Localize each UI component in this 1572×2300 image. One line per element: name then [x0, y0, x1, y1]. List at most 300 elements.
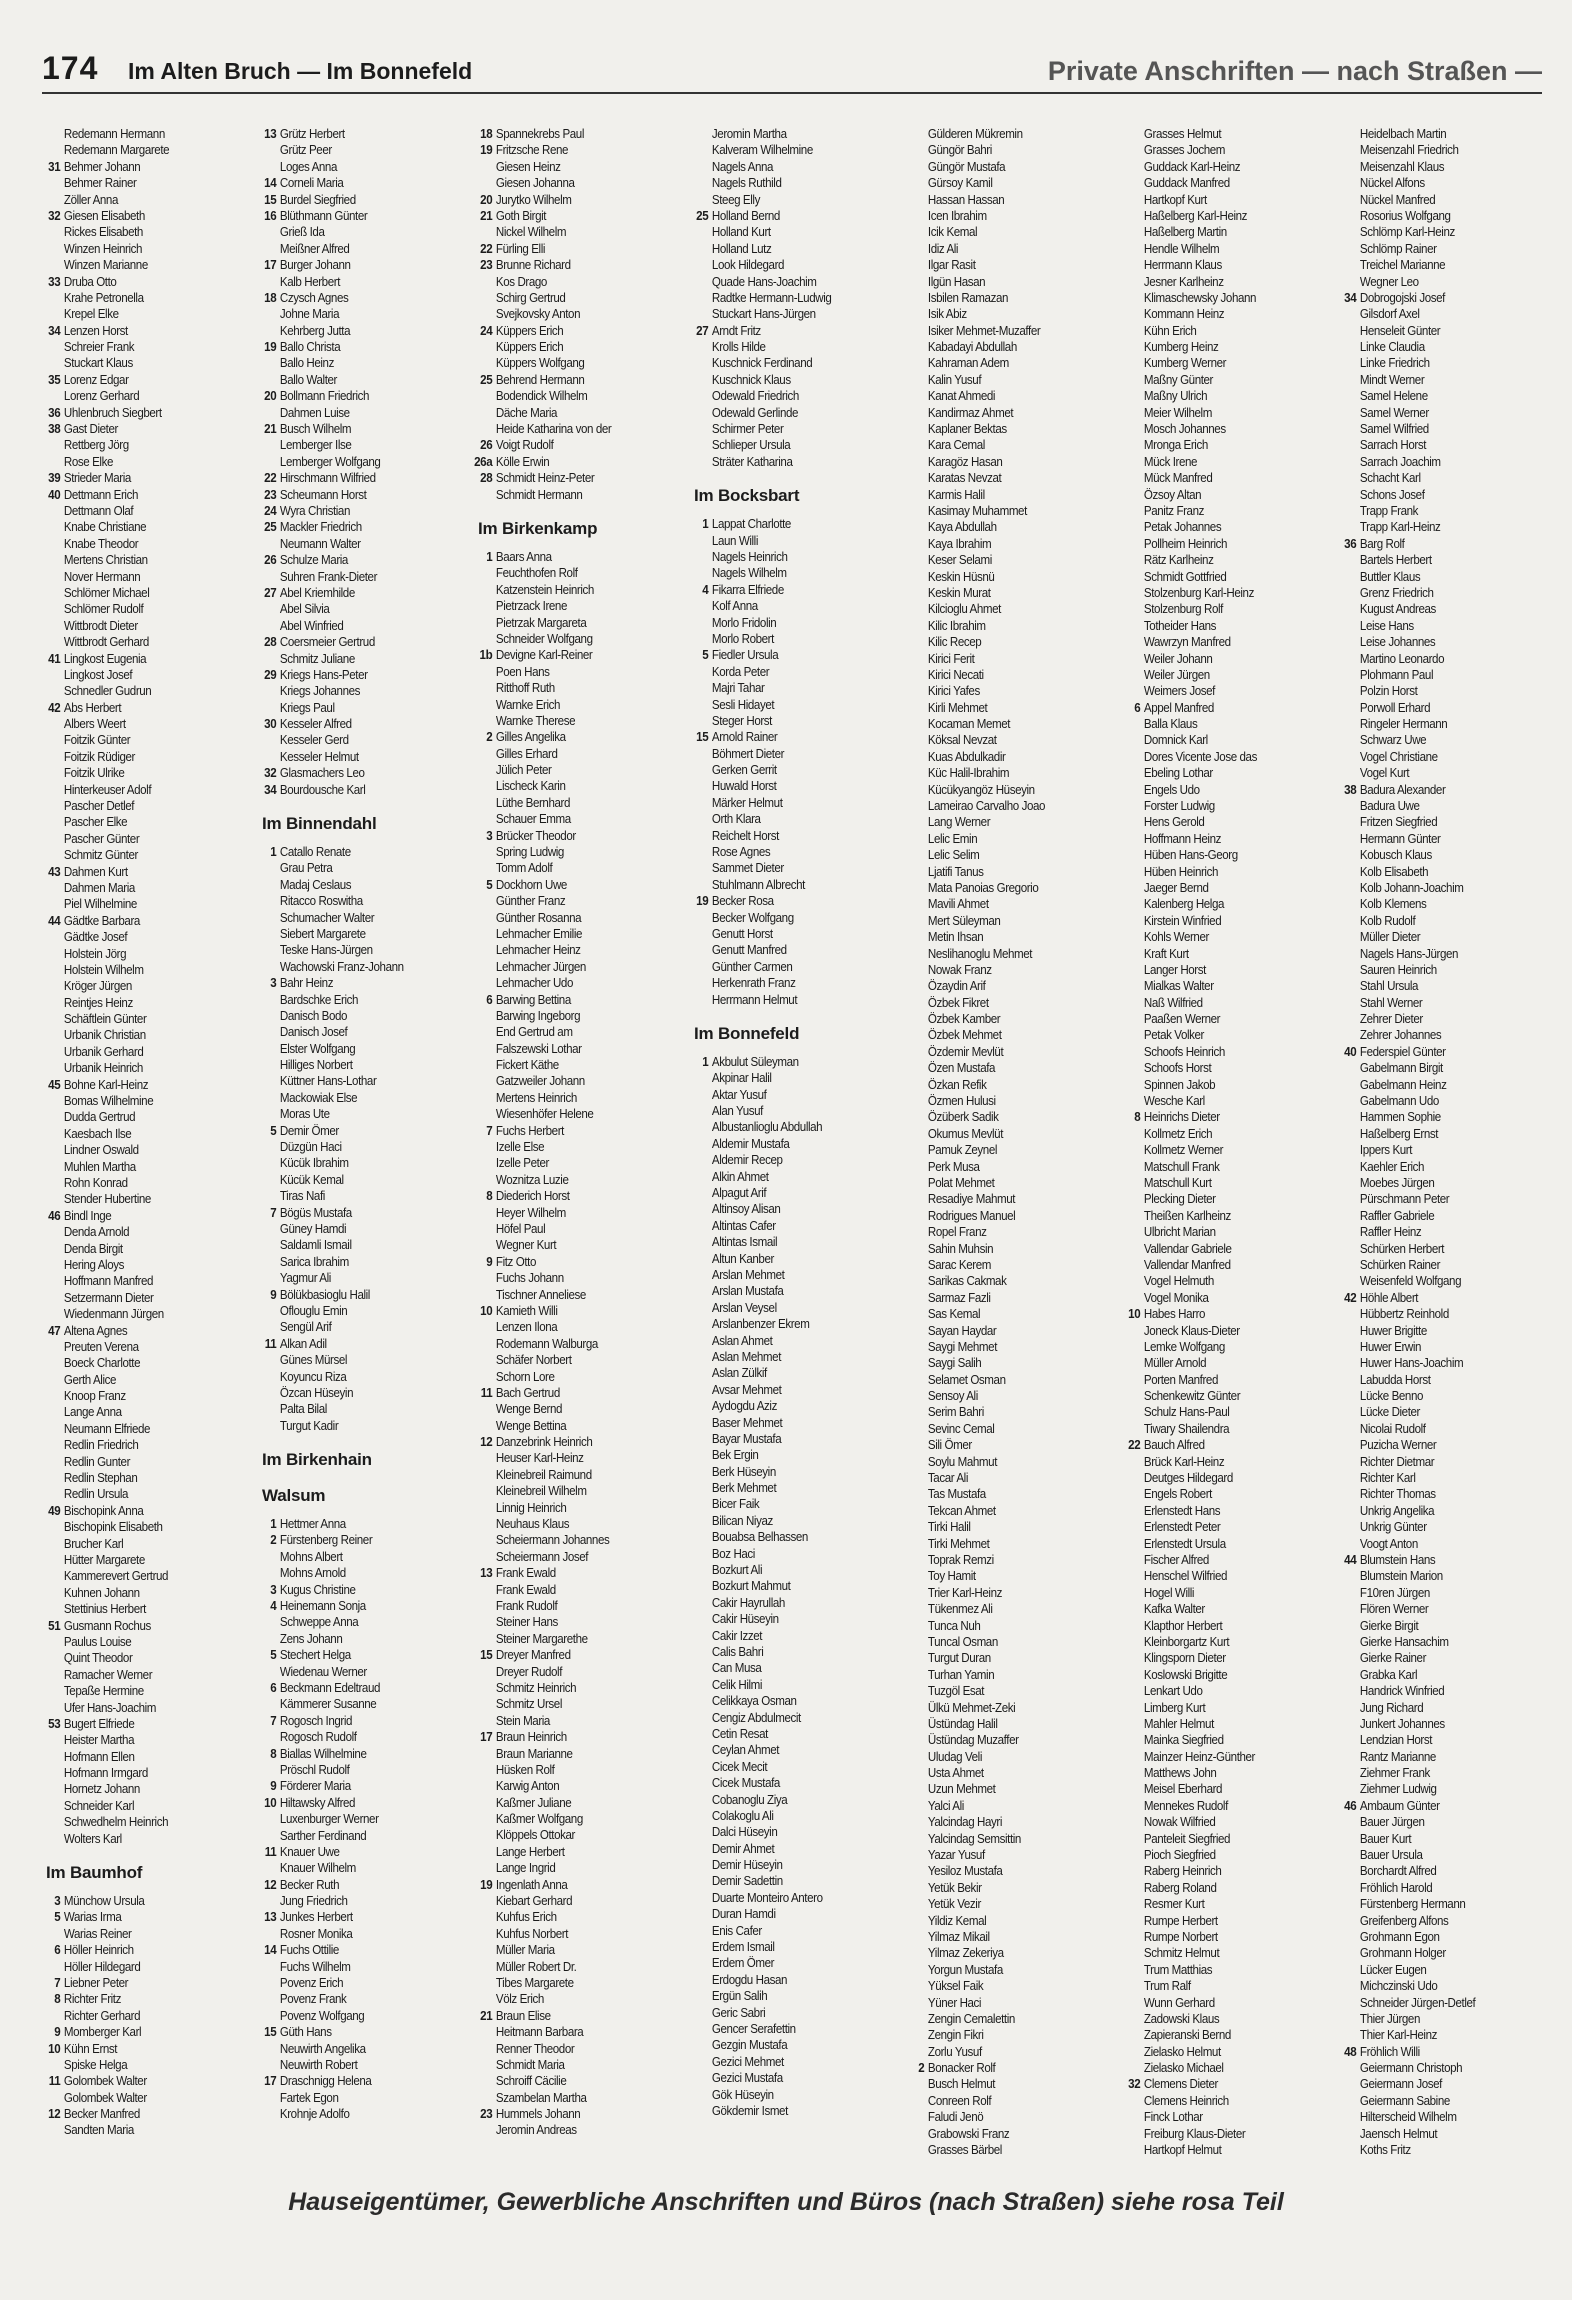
resident-entry: [256, 503, 444, 519]
resident-name: Pascher Elke: [63, 815, 128, 830]
resident-name: Höller Hildegard: [63, 1959, 141, 1974]
resident-name: F10ren Jürgen: [1359, 1585, 1430, 1600]
resident-entry: [1120, 487, 1308, 503]
resident-entry: [1336, 241, 1524, 257]
resident-entry: [1120, 1126, 1308, 1142]
resident-entry: [472, 241, 660, 257]
resident-entry: [40, 2008, 228, 2024]
resident-name: Frank Ewald: [495, 1566, 556, 1581]
resident-name: Stahl Ursula: [1359, 979, 1419, 994]
resident-name: Reichelt Horst: [711, 828, 779, 843]
resident-entry: [688, 1939, 876, 1955]
resident-name: Burger Johann: [279, 258, 351, 273]
resident-entry: [1336, 437, 1524, 453]
house-number: 41: [48, 651, 61, 666]
resident-name: Lindner Oswald: [63, 1143, 139, 1158]
resident-name: Lücke Benno: [1359, 1389, 1424, 1404]
resident-name: Pascher Detlef: [63, 799, 135, 814]
resident-entry: [472, 274, 660, 290]
resident-name: Brück Karl-Heinz: [1143, 1454, 1225, 1469]
resident-name: Keskin Hüsnü: [927, 569, 995, 584]
resident-entry: [256, 1893, 444, 1909]
resident-entry: [1120, 274, 1308, 290]
resident-entry: [472, 1909, 660, 1925]
house-number: 15: [480, 1648, 493, 1663]
resident-entry: [904, 1568, 1092, 1584]
resident-entry: [256, 1532, 444, 1548]
resident-name: Grabowski Franz: [927, 2126, 1010, 2141]
resident-entry: [688, 1906, 876, 1922]
resident-name: Müller Robert Dr.: [495, 1959, 577, 1974]
resident-entry: [1336, 1601, 1524, 1617]
resident-name: Güney Hamdi: [279, 1222, 347, 1236]
resident-name: Grenz Friedrich: [1359, 585, 1434, 600]
resident-entry: [904, 1388, 1092, 1404]
resident-name: Kriegs Paul: [279, 700, 335, 715]
resident-entry: [904, 716, 1092, 732]
resident-entry: [256, 1713, 444, 1729]
resident-name: Yorgun Mustafa: [927, 1962, 1003, 1977]
resident-entry: [40, 1355, 228, 1371]
resident-entry: [256, 1844, 444, 1860]
house-number: 19: [696, 894, 709, 909]
resident-entry: [472, 778, 660, 794]
resident-name: Kücük Kemal: [279, 1172, 344, 1187]
house-number: 22: [480, 241, 493, 256]
resident-name: Rumpe Norbert: [1143, 1929, 1218, 1944]
resident-entry: [40, 1241, 228, 1257]
resident-name: Mertens Christian: [63, 553, 148, 568]
resident-name: Dettmann Erich: [63, 487, 138, 502]
resident-name: Kuhfus Norbert: [495, 1926, 569, 1941]
resident-entry: [1120, 1470, 1308, 1486]
resident-name: Bischopink Elisabeth: [63, 1520, 163, 1535]
resident-entry: [40, 683, 228, 699]
resident-entry: [688, 1546, 876, 1562]
resident-entry: [472, 454, 660, 470]
resident-entry: [904, 1257, 1092, 1273]
resident-name: Neuwirth Robert: [279, 2057, 358, 2072]
resident-name: Woznitza Luzie: [495, 1172, 569, 1187]
resident-name: Kesseler Gerd: [279, 733, 349, 748]
resident-name: Scheumann Horst: [279, 487, 367, 502]
resident-entry: [688, 1841, 876, 1857]
resident-name: Hendle Wilhelm: [1143, 241, 1220, 256]
resident-name: Szambelan Martha: [495, 2090, 587, 2105]
resident-entry: [472, 1844, 660, 1860]
resident-name: Moebes Jürgen: [1359, 1176, 1435, 1190]
resident-entry: [40, 1765, 228, 1781]
resident-entry: [256, 355, 444, 371]
resident-name: Günther Rosanna: [495, 910, 582, 925]
resident-name: Kalveram Wilhelmine: [711, 143, 813, 158]
resident-entry: [1336, 1700, 1524, 1716]
resident-entry: [688, 533, 876, 549]
resident-name: Meisenzahl Klaus: [1359, 159, 1445, 174]
resident-name: Gökdemir Ismet: [711, 2103, 788, 2118]
resident-name: Köksal Nevzat: [927, 733, 997, 748]
resident-name: Wenge Bettina: [495, 1418, 567, 1433]
house-number: 34: [1344, 290, 1357, 305]
resident-entry: [904, 1273, 1092, 1289]
resident-name: Giesen Johanna: [495, 176, 575, 191]
resident-name: Däche Maria: [495, 405, 558, 420]
resident-name: Izelle Else: [495, 1140, 545, 1155]
resident-entry: [256, 1352, 444, 1368]
resident-entry: [688, 1119, 876, 1135]
resident-name: Bauer Ursula: [1359, 1848, 1423, 1863]
resident-name: Holland Lutz: [711, 241, 772, 256]
resident-name: Kos Drago: [495, 274, 547, 289]
street-heading: Walsum: [262, 1486, 326, 1506]
resident-entry: [904, 339, 1092, 355]
resident-name: Tepaße Hermine: [63, 1684, 144, 1699]
resident-entry: [40, 1893, 228, 1909]
resident-entry: [688, 811, 876, 827]
resident-entry: [40, 1159, 228, 1175]
resident-entry: [904, 585, 1092, 601]
resident-name: Wolters Karl: [63, 1831, 122, 1846]
resident-entry: [904, 1519, 1092, 1535]
resident-name: Tiwary Shailendra: [1143, 1421, 1230, 1436]
resident-name: Hartkopf Helmut: [1143, 2143, 1222, 2158]
resident-entry: [1120, 1257, 1308, 1273]
resident-name: Junkert Johannes: [1359, 1716, 1445, 1731]
resident-name: Hütter Margarete: [63, 1552, 145, 1567]
resident-entry: [688, 746, 876, 762]
resident-name: Meisel Eberhard: [1143, 1782, 1223, 1797]
resident-name: Engels Udo: [1143, 782, 1200, 797]
resident-name: Vogel Monika: [1143, 1290, 1209, 1305]
resident-name: Schmitz Juliane: [279, 651, 355, 666]
resident-name: Erdogdu Hasan: [711, 1972, 788, 1987]
resident-entry: [256, 942, 444, 958]
resident-name: Sarmaz Fazli: [927, 1290, 991, 1305]
resident-entry: [688, 1988, 876, 2004]
resident-entry: [1120, 1814, 1308, 1830]
house-number: 5: [270, 1123, 277, 1138]
resident-name: Yalcindag Hayri: [927, 1815, 1002, 1830]
resident-entry: [904, 1781, 1092, 1797]
resident-entry: [1336, 1060, 1524, 1076]
resident-entry: [256, 1401, 444, 1417]
resident-name: Avsar Mehmet: [711, 1382, 782, 1397]
resident-name: Müller Maria: [495, 1943, 555, 1958]
resident-entry: [688, 795, 876, 811]
resident-name: Tuzgöl Esat: [927, 1684, 985, 1699]
resident-entry: [1336, 732, 1524, 748]
resident-name: Selamet Osman: [927, 1372, 1006, 1387]
resident-entry: [256, 1123, 444, 1139]
resident-entry: [40, 1585, 228, 1601]
resident-name: Uhlenbruch Siegbert: [63, 405, 162, 420]
resident-entry: [472, 664, 660, 680]
resident-name: Albustanlioglu Abdullah: [711, 1120, 823, 1135]
resident-name: Alkin Ahmet: [711, 1169, 769, 1184]
resident-entry: [688, 910, 876, 926]
resident-name: Trum Ralf: [1143, 1979, 1191, 1994]
resident-name: Fuchs Ottilie: [279, 1943, 339, 1958]
resident-entry: [1336, 929, 1524, 945]
resident-entry: [1336, 585, 1524, 601]
resident-name: Schauer Emma: [495, 812, 571, 827]
resident-entry: [688, 1824, 876, 1840]
resident-entry: [256, 2106, 444, 2122]
resident-entry: [40, 1814, 228, 1830]
resident-name: Junkes Herbert: [279, 1910, 353, 1925]
resident-entry: [1120, 634, 1308, 650]
resident-name: Kolf Anna: [711, 599, 758, 614]
resident-name: Enis Cafer: [711, 1923, 762, 1938]
resident-name: Trapp Karl-Heinz: [1359, 520, 1441, 535]
resident-name: Zehrer Johannes: [1359, 1028, 1442, 1043]
resident-name: Genutt Horst: [711, 926, 773, 941]
resident-name: Schirmer Peter: [711, 422, 784, 437]
resident-name: Rosner Monika: [279, 1926, 353, 1941]
resident-entry: [904, 2076, 1092, 2092]
resident-name: Bauer Kurt: [1359, 1831, 1412, 1846]
resident-entry: [256, 1516, 444, 1532]
resident-entry: [904, 175, 1092, 191]
resident-entry: [472, 1664, 660, 1680]
resident-name: Stechert Helga: [279, 1648, 351, 1663]
resident-entry: [1120, 1585, 1308, 1601]
resident-entry: [472, 2024, 660, 2040]
resident-name: Voogt Anton: [1359, 1536, 1418, 1551]
resident-name: Bischopink Anna: [63, 1503, 144, 1518]
resident-name: Ballo Heinz: [279, 356, 334, 371]
house-number: 16: [264, 208, 277, 223]
resident-entry: [904, 1913, 1092, 1929]
resident-entry: [1336, 1273, 1524, 1289]
house-number: 25: [264, 520, 277, 535]
resident-name: Heide Katharina von der: [495, 422, 612, 437]
resident-name: Hornetz Johann: [63, 1782, 140, 1797]
resident-entry: [472, 1123, 660, 1139]
house-number: 26: [264, 553, 277, 568]
resident-entry: [688, 1447, 876, 1463]
resident-entry: [1120, 1388, 1308, 1404]
resident-name: Gatzweiler Johann: [495, 1074, 585, 1089]
house-number: 20: [480, 192, 493, 207]
resident-name: Schwarz Uwe: [1359, 733, 1427, 748]
resident-entry: [904, 323, 1092, 339]
resident-name: Porwoll Erhard: [1359, 700, 1431, 715]
resident-name: Kaßmer Juliane: [495, 1795, 572, 1810]
resident-name: Puzicha Werner: [1359, 1438, 1437, 1453]
resident-name: Linnig Heinrich: [495, 1500, 567, 1515]
directory-column: [40, 126, 244, 2166]
resident-name: Hübbertz Reinhold: [1359, 1307, 1449, 1322]
resident-entry: [688, 893, 876, 909]
resident-entry: [1120, 241, 1308, 257]
resident-entry: [688, 274, 876, 290]
resident-entry: [40, 1732, 228, 1748]
resident-entry: [1120, 454, 1308, 470]
resident-entry: [1120, 1093, 1308, 1109]
house-number: 34: [264, 782, 277, 797]
resident-entry: [256, 306, 444, 322]
resident-name: Rumpe Herbert: [1143, 1913, 1218, 1928]
resident-name: Alpagut Arif: [711, 1186, 767, 1201]
resident-entry: [1120, 2126, 1308, 2142]
resident-name: Schäfer Norbert: [495, 1353, 572, 1368]
house-number: 19: [264, 340, 277, 355]
resident-entry: [688, 175, 876, 191]
resident-entry: [256, 732, 444, 748]
resident-name: Schmidt Maria: [495, 2057, 565, 2072]
resident-name: Martino Leonardo: [1359, 651, 1445, 666]
resident-entry: [688, 1955, 876, 1971]
resident-entry: [472, 631, 660, 647]
house-number: 5: [486, 877, 493, 892]
resident-entry: [256, 569, 444, 585]
resident-entry: [1120, 1913, 1308, 1929]
resident-name: Ambaum Günter: [1359, 1798, 1440, 1813]
resident-name: Vallendar Gabriele: [1143, 1241, 1232, 1256]
resident-entry: [688, 2087, 876, 2103]
resident-entry: [40, 1093, 228, 1109]
resident-entry: [1336, 552, 1524, 568]
resident-name: Grasses Helmut: [1143, 127, 1222, 141]
resident-name: Abel Winfried: [279, 618, 344, 633]
resident-entry: [472, 1811, 660, 1827]
house-number: 13: [480, 1566, 493, 1581]
resident-entry: [1120, 142, 1308, 158]
resident-entry: [472, 2106, 660, 2122]
resident-name: Schneider Wolfgang: [495, 631, 593, 646]
resident-entry: [256, 1959, 444, 1975]
house-number: 3: [486, 828, 493, 843]
resident-entry: [1336, 1159, 1524, 1175]
resident-name: Laun Willi: [711, 533, 759, 548]
resident-entry: [904, 1618, 1092, 1634]
house-number: 3: [270, 976, 277, 991]
resident-entry: [1336, 355, 1524, 371]
resident-name: Günes Mürsel: [279, 1353, 348, 1368]
resident-entry: [688, 355, 876, 371]
resident-entry: [1336, 1913, 1524, 1929]
resident-name: Kesseler Alfred: [279, 717, 352, 732]
resident-entry: [472, 992, 660, 1008]
resident-entry: [40, 1552, 228, 1568]
resident-entry: [1120, 1224, 1308, 1240]
resident-name: Hummels Johann: [495, 2107, 581, 2122]
resident-name: Sarther Ferdinand: [279, 1828, 367, 1843]
resident-name: Barwing Ingeborg: [495, 1008, 581, 1023]
resident-name: Kleinebreil Wilhelm: [495, 1484, 587, 1499]
resident-entry: [256, 1024, 444, 1040]
resident-name: Fitz Otto: [495, 1254, 536, 1269]
resident-entry: [40, 2122, 228, 2138]
resident-name: Domnick Karl: [1143, 733, 1208, 748]
resident-name: Demir Ömer: [279, 1123, 339, 1138]
resident-name: End Gertrud am: [495, 1025, 573, 1040]
house-number: 33: [48, 274, 61, 289]
house-number: 2: [270, 1533, 277, 1548]
resident-name: Warnke Therese: [495, 713, 576, 728]
resident-name: Danisch Bodo: [279, 1008, 348, 1023]
resident-name: Turhan Yamin: [927, 1667, 995, 1682]
resident-name: Samel Werner: [1359, 405, 1429, 420]
resident-entry: [472, 487, 660, 503]
resident-name: Vogel Helmuth: [1143, 1274, 1214, 1289]
resident-name: Isbilen Ramazan: [927, 290, 1009, 305]
resident-name: Kohls Werner: [1143, 930, 1209, 945]
resident-entry: [256, 257, 444, 273]
resident-name: Fürstenberg Reiner: [279, 1533, 373, 1548]
resident-name: Quade Hans-Joachim: [711, 274, 817, 289]
resident-name: Kehrberg Jutta: [279, 323, 351, 338]
resident-name: Lemberger Wolfgang: [279, 454, 381, 469]
resident-entry: [1336, 962, 1524, 978]
resident-entry: [40, 1749, 228, 1765]
resident-name: Huwald Horst: [711, 779, 777, 794]
resident-entry: [1120, 1241, 1308, 1257]
resident-entry: [1120, 1831, 1308, 1847]
resident-entry: [40, 2024, 228, 2040]
resident-entry: [904, 683, 1092, 699]
resident-name: Meißner Alfred: [279, 241, 350, 256]
directory-column: [1120, 126, 1324, 2166]
resident-entry: [688, 1218, 876, 1234]
resident-entry: [904, 651, 1092, 667]
resident-name: Baser Mehmet: [711, 1415, 783, 1430]
resident-name: Stolzenburg Karl-Heinz: [1143, 585, 1254, 600]
resident-entry: [1336, 1765, 1524, 1781]
resident-entry: [904, 1716, 1092, 1732]
resident-name: Hermann Günter: [1359, 831, 1441, 846]
resident-name: Panteleit Siegfried: [1143, 1831, 1231, 1846]
resident-entry: [1120, 962, 1308, 978]
resident-entry: [904, 2027, 1092, 2043]
resident-name: Barwing Bettina: [495, 992, 571, 1007]
house-number: 23: [480, 258, 493, 273]
resident-name: Geric Sabri: [711, 2005, 766, 2020]
house-number: 11: [48, 2074, 61, 2089]
resident-name: Clemens Heinrich: [1143, 2093, 1229, 2108]
resident-entry: [256, 1287, 444, 1303]
resident-entry: [40, 896, 228, 912]
resident-entry: [904, 405, 1092, 421]
resident-name: Güth Hans: [279, 2025, 332, 2040]
resident-name: Wesche Karl: [1143, 1094, 1205, 1109]
resident-name: Redemann Margarete: [63, 143, 170, 158]
house-number: 1: [270, 845, 277, 860]
resident-entry: [688, 942, 876, 958]
resident-entry: [1336, 651, 1524, 667]
resident-name: Dettmann Olaf: [63, 503, 134, 518]
resident-name: Zorlu Yusuf: [927, 2044, 982, 2059]
resident-entry: [904, 372, 1092, 388]
resident-entry: [904, 946, 1092, 962]
resident-name: Pietrzack Irene: [495, 599, 567, 614]
resident-name: Üstündag Muzaffer: [927, 1733, 1019, 1748]
resident-entry: [1120, 618, 1308, 634]
resident-name: Ljatifi Tanus: [927, 864, 984, 879]
resident-entry: [40, 1454, 228, 1470]
resident-name: Karatas Nevzat: [927, 471, 1002, 486]
resident-entry: [1336, 1749, 1524, 1765]
resident-entry: [904, 1896, 1092, 1912]
resident-entry: [472, 470, 660, 486]
resident-name: Grütz Herbert: [279, 127, 345, 141]
resident-name: Maßny Günter: [1143, 372, 1214, 387]
resident-entry: [1120, 1749, 1308, 1765]
resident-entry: [1336, 1208, 1524, 1224]
resident-name: Karagöz Hasan: [927, 454, 1003, 469]
resident-entry: [1336, 388, 1524, 404]
